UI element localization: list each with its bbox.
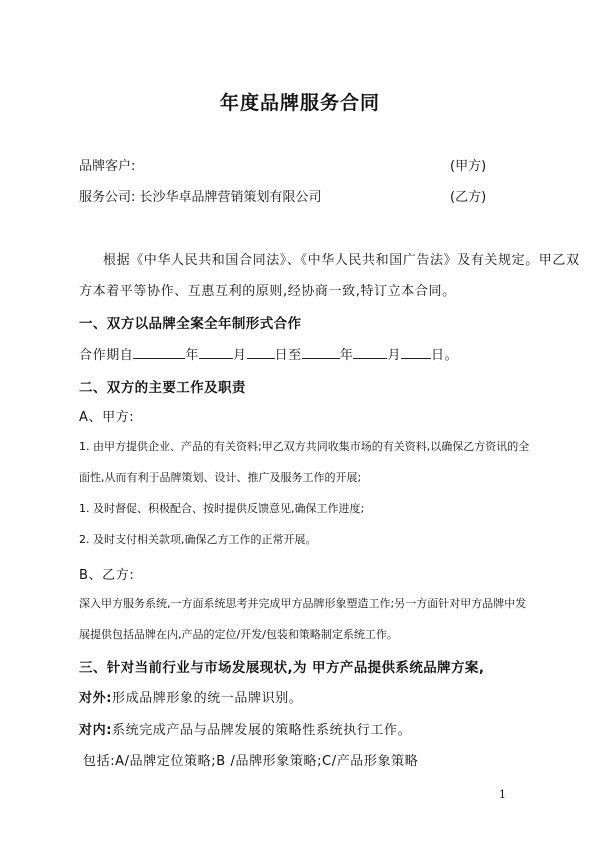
internal-text: 系统完成产品与品牌发展的策略性系统执行工作。 bbox=[112, 723, 412, 738]
party-a-side: (甲方) bbox=[450, 159, 487, 174]
page-number: 1 bbox=[499, 788, 506, 801]
cooperation-period bbox=[79, 344, 458, 363]
internal-line bbox=[79, 719, 411, 738]
day-to-label: 日至 bbox=[274, 348, 302, 363]
document-title: 年度品牌服务合同 bbox=[219, 92, 380, 114]
external-label: 对外: bbox=[79, 691, 112, 706]
party-a-duties-label: A、甲方: bbox=[79, 410, 135, 425]
party-b-duties-line-1: 深入甲方服务系统,一方面系统思考并完成甲方品牌形象塑造工作;另一方面针对甲方品牌中发 bbox=[79, 597, 527, 610]
end-year-label: 年 bbox=[339, 348, 354, 363]
start-month-blank[interactable] bbox=[199, 345, 233, 359]
party-b-label: 服务公司: 长沙华卓品牌营销策划有限公司 bbox=[79, 190, 322, 205]
end-year-blank[interactable] bbox=[302, 345, 340, 359]
party-a-item-1-line-1: 1. 由甲方提供企业、产品的有关资料;甲乙双方共同收集市场的有关资料,以确保乙方资讯的全 bbox=[79, 440, 530, 453]
party-a-item-1-line-2: 面性,从而有利于品牌策划、设计、推广及服务工作的开展; bbox=[79, 471, 362, 484]
external-text: 形成品牌形象的统一品牌识别。 bbox=[112, 691, 303, 706]
section-2-heading: 二、双方的主要工作及职责 bbox=[79, 380, 246, 396]
period-prefix: 合作期自 bbox=[79, 348, 134, 363]
intro-line-2: 方本着平等协作、互惠互利的原则,经协商一致,特订立本合同。 bbox=[79, 284, 456, 299]
end-month-blank[interactable] bbox=[353, 345, 387, 359]
strategy-includes: 包括:A/品牌定位策略;B /品牌形象策略;C/产品形象策略 bbox=[83, 754, 419, 769]
party-a-item-2: 1. 及时督促、积极配合、按时提供反馈意见,确保工作进度; bbox=[79, 502, 365, 515]
start-month-label: 月 bbox=[233, 348, 247, 363]
intro-line-1: 根据《中华人民共和国合同法》、《中华人民共和国广告法》及有关规定。甲乙双 bbox=[103, 253, 580, 268]
end-day-blank[interactable] bbox=[401, 345, 431, 359]
start-day-blank[interactable] bbox=[247, 345, 275, 359]
start-year-blank[interactable] bbox=[133, 345, 185, 359]
party-a-label: 品牌客户: bbox=[79, 159, 136, 174]
internal-label: 对内: bbox=[79, 723, 112, 738]
end-day-label: 日。 bbox=[431, 348, 459, 363]
section-3-heading: 三、针对当前行业与市场发展现状,为 甲方产品提供系统品牌方案, bbox=[79, 660, 485, 676]
section-1-heading: 一、双方以品牌全案全年制形式合作 bbox=[79, 316, 302, 332]
party-b-duties-line-2: 展提供包括品牌在内,产品的定位/开发/包装和策略制定系统工作。 bbox=[79, 628, 398, 641]
external-line bbox=[79, 687, 302, 706]
start-year-label: 年 bbox=[185, 348, 200, 363]
party-b-duties-label: B、乙方: bbox=[79, 568, 135, 583]
party-b-side: (乙方) bbox=[450, 190, 487, 205]
party-a-item-3: 2. 及时支付相关款项,确保乙方工作的正常开展。 bbox=[79, 533, 317, 546]
end-month-label: 月 bbox=[387, 348, 402, 363]
